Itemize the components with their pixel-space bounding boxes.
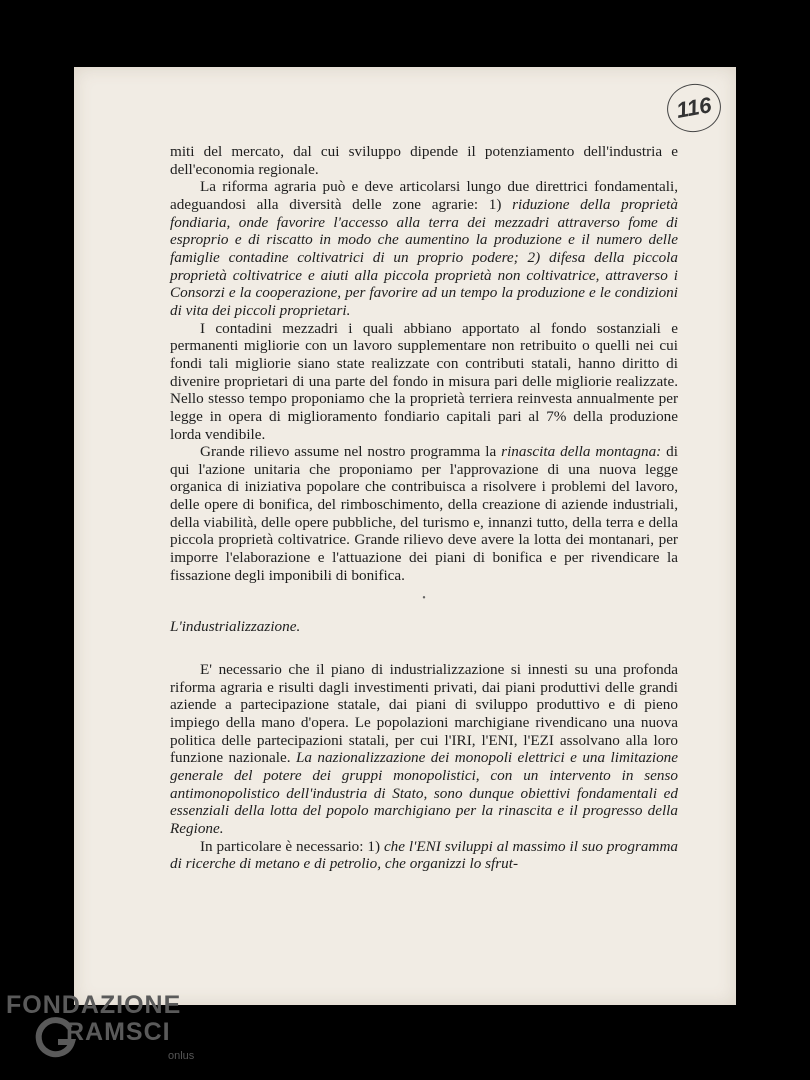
paragraph-industrializzazione: E' necessario che il piano di industrializzazione si innesti su una profonda riforma agraria e risulti dagli investimenti privati, dai piani produttivi delle grandi aziende a partecipazione statale, dai piani di sviluppo produttivo e di pieno impiego della mano d'opera. Le popolazioni marchigiane rivendicano una nuova politica delle partecipazioni statali, per cui l'IRI, l'ENI, l'EZI assolvano alla loro funzione nazionale. La nazionalizzazione dei monopoli elettrici e una limitazione generale del potere dei gruppi monopolistici, con un intervento in senso antimonopolistico dell'industria di Stato, sono dunque obiettivi fondamentali ed essenziali della lotta del popolo marchigiano per la rinascita e il progresso della Regione. <box>170 661 679 837</box>
paragraph-riforma: La riforma agraria può e deve articolarsi lungo due direttrici fondamentali, adeguandosi alla diversità delle zone agrarie: 1) riduzione della proprietà fondiaria, onde favorire l'accesso alla terra dei mezzadri attraverso fome di esproprio e di riscatto in modo che aumentino la produzione e il numero delle famiglie contadine coltivatrici di un proprio podere; 2) difesa della piccola proprietà coltivatrice e aiuti alla piccola proprietà non coltivatrice, attraverso i Consorzi e la cooperazione, per favorire ad un tempo la produzione e le condizioni di vita dei piccoli proprietari. <box>170 178 678 319</box>
section-heading: L'industrializzazione. <box>170 618 301 636</box>
watermark-line2: RAMSCI <box>66 1018 171 1046</box>
paragraph-intro: miti del mercato, dal cui sviluppo dipende il potenziamento dell'industria e dell'economia regionale. <box>170 143 678 178</box>
document-body <box>170 143 678 873</box>
fondazione-gramsci-watermark <box>6 991 195 1062</box>
watermark-line1: FONDAZIONE <box>6 991 182 1019</box>
separator-dot: • <box>422 593 426 605</box>
paragraph-montagna: Grande rilievo assume nel nostro programma la rinascita della montagna: di qui l'azione unitaria che proponiamo per l'approvazione di una nuova legge organica di iniziativa popolare che contribuisca a risolvere i problemi del lavoro, delle opere di bonifica, del rimboschimento, della creazione di aziende industriali, della viabilità, delle opere pubbliche, del turismo e, innanzi tutto, della terra e della piccola proprietà coltivatrice. Grande rilievo deve avere la lotta dei montanari, per imporre l'elaborazione e l'attuazione dei piani di bonifica e per rivendicare la fissazione degli imponibili di bonifica. <box>170 443 678 584</box>
paragraph-particolare: In particolare è necessario: 1) che l'ENI sviluppi al massimo il suo programma di ricerche di metano e di petrolio, che organizzi lo sfrut- <box>170 837 679 873</box>
folio-stamp: 116 <box>663 80 725 137</box>
paragraph-contadini: I contadini mezzadri i quali abbiano apportato al fondo sostanziali e permanenti migliorie con un lavoro supplementare non retribuito o quelli nei cui fondi tali migliorie siano state realizzate con contributi statali, hanno diritto di divenire proprietari di una parte del fondo in misura pari delle migliorie realizzate. Nello stesso tempo proponiamo che la proprietà terriera reinvesta annualmente per legge in opera di miglioramento fondiario capitali pari al 7% della produzione lorda vendibile. <box>170 319 678 443</box>
watermark-suffix: onlus <box>168 1050 195 1062</box>
paragraph-riforma-italic: riduzione della proprietà fondiaria, onde favorire l'accesso alla terra dei mezzadri attraverso fome di esproprio e di riscatto in modo che aumentino la produzione e il numero delle famiglie contadine coltivatrici di un proprio podere; 2) difesa della piccola proprietà coltivatrice e aiuti alla piccola proprietà non coltivatrice, attraverso i Consorzi e la cooperazione, per favorire ad un tempo la produzione e le condizioni di vita dei piccoli proprietari. <box>170 195 678 319</box>
